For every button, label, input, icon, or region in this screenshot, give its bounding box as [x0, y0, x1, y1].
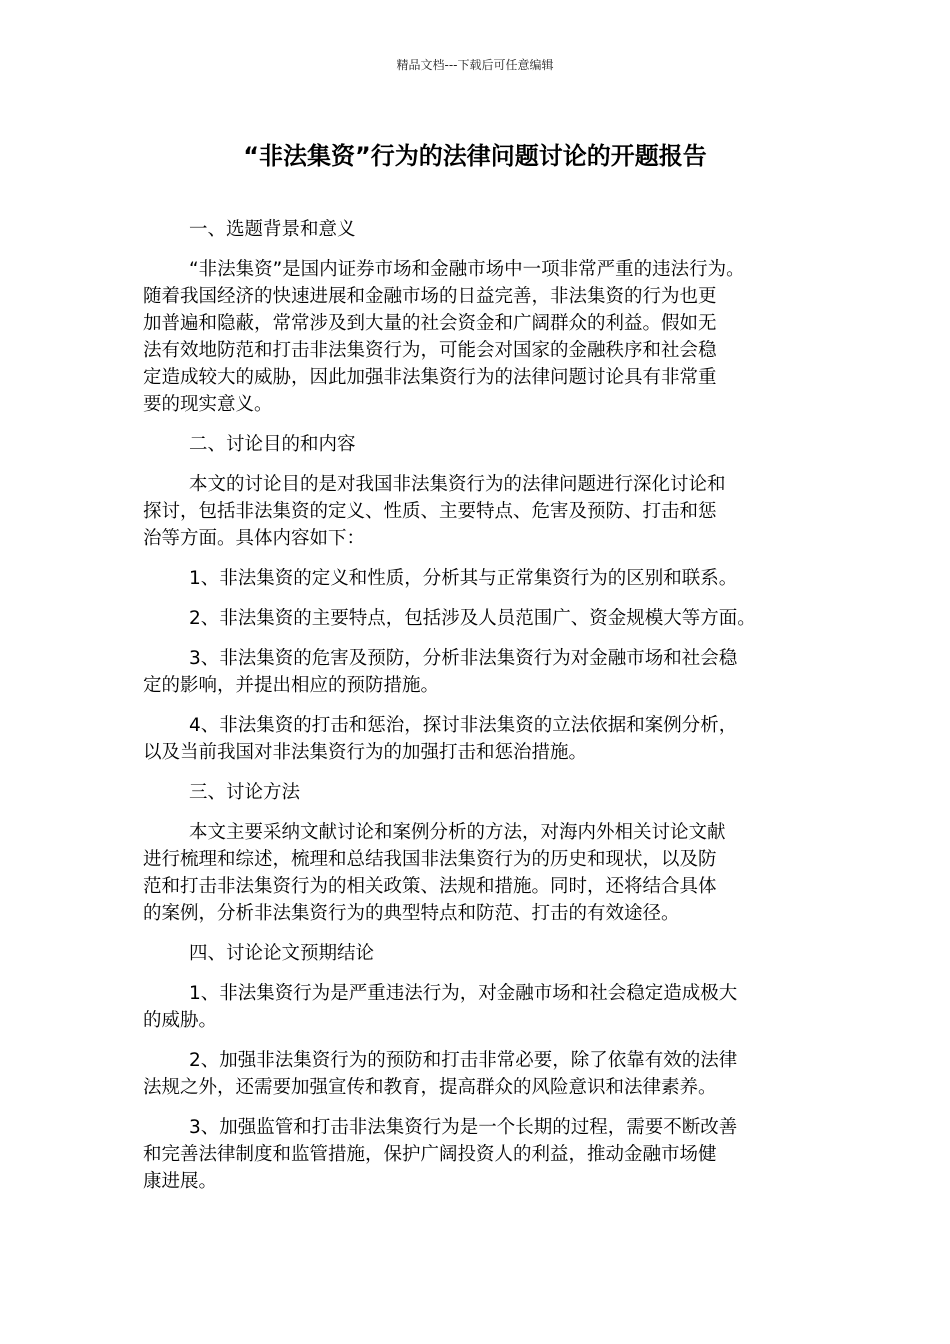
text-line: 要的现实意义。 — [143, 394, 273, 415]
text-line: 一、选题背景和意义 — [189, 219, 356, 240]
content-item-4 — [143, 712, 813, 766]
text-line: 4、非法集资的打击和惩治，探讨非法集资的立法依据和案例分析， — [189, 715, 738, 736]
text-line: 以及当前我国对非法集资行为的加强打击和惩治措施。 — [143, 742, 588, 763]
text-line: 3、加强监管和打击非法集资行为是一个长期的过程，需要不断改善 — [189, 1117, 738, 1138]
text-line: 的案例，分析非法集资行为的典型特点和防范、打击的有效途径。 — [143, 903, 680, 924]
content-item-3 — [143, 645, 813, 699]
method-paragraph — [143, 819, 813, 927]
text-line: 本文的讨论目的是对我国非法集资行为的法律问题进行深化讨论和 — [189, 474, 726, 495]
text-line: 定造成较大的威胁，因此加强非法集资行为的法律问题讨论具有非常重 — [143, 367, 717, 388]
content-item-2 — [143, 605, 813, 632]
text-line: 2、非法集资的主要特点，包括涉及人员范围广、资金规模大等方面。 — [189, 608, 756, 629]
text-line: 的威胁。 — [143, 1010, 218, 1031]
text-line: 3、非法集资的危害及预防，分析非法集资行为对金融市场和社会稳 — [189, 648, 738, 669]
content-item-1 — [143, 565, 813, 592]
text-line: “非法集资”是国内证券市场和金融市场中一项非常严重的违法行为。 — [189, 259, 745, 280]
conclusion-item-3 — [143, 1114, 813, 1195]
text-line: 2、加强非法集资行为的预防和打击非常必要，除了依靠有效的法律 — [189, 1050, 738, 1071]
text-line: 法有效地防范和打击非法集资行为，可能会对国家的金融秩序和社会稳 — [143, 340, 717, 361]
text-line: 二、讨论目的和内容 — [189, 434, 356, 455]
text-line: 进行梳理和综述，梳理和总结我国非法集资行为的历史和现状，以及防 — [143, 849, 717, 870]
text-line: 探讨，包括非法集资的定义、性质、主要特点、危害及预防、打击和惩 — [143, 501, 717, 522]
conclusion-item-1 — [143, 980, 813, 1034]
text-line: 1、非法集资行为是严重违法行为，对金融市场和社会稳定造成极大 — [189, 983, 738, 1004]
text-line: 范和打击非法集资行为的相关政策、法规和措施。同时，还将结合具体 — [143, 876, 717, 897]
purpose-paragraph — [143, 471, 813, 552]
text-line: 四、讨论论文预期结论 — [189, 943, 375, 964]
text-line: 本文主要采纳文献讨论和案例分析的方法，对海内外相关讨论文献 — [189, 822, 726, 843]
conclusion-item-2 — [143, 1047, 813, 1101]
background-paragraph — [143, 256, 813, 418]
text-line: 1、非法集资的定义和性质，分析其与正常集资行为的区别和联系。 — [189, 568, 738, 589]
page-header: 精品文档---下载后可任意编辑 — [396, 58, 554, 72]
text-line: 治等方面。具体内容如下： — [143, 528, 366, 549]
text-line: 三、讨论方法 — [189, 782, 301, 803]
document-title: “非法集资”行为的法律问题讨论的开题报告 — [243, 142, 707, 170]
text-line: 和完善法律制度和监管措施，保护广阔投资人的利益，推动金融市场健 — [143, 1144, 717, 1165]
text-line: 随着我国经济的快速进展和金融市场的日益完善，非法集资的行为也更 — [143, 286, 717, 307]
document-body — [143, 216, 813, 1208]
heading-4 — [143, 940, 813, 967]
text-line: 法规之外，还需要加强宣传和教育，提高群众的风险意识和法律素养。 — [143, 1077, 717, 1098]
text-line: 加普遍和隐蔽，常常涉及到大量的社会资金和广阔群众的利益。假如无 — [143, 313, 717, 334]
text-line: 定的影响，并提出相应的预防措施。 — [143, 675, 440, 696]
text-line: 康进展。 — [143, 1171, 218, 1192]
heading-2 — [143, 431, 813, 458]
heading-3 — [143, 779, 813, 806]
heading-1 — [143, 216, 813, 243]
